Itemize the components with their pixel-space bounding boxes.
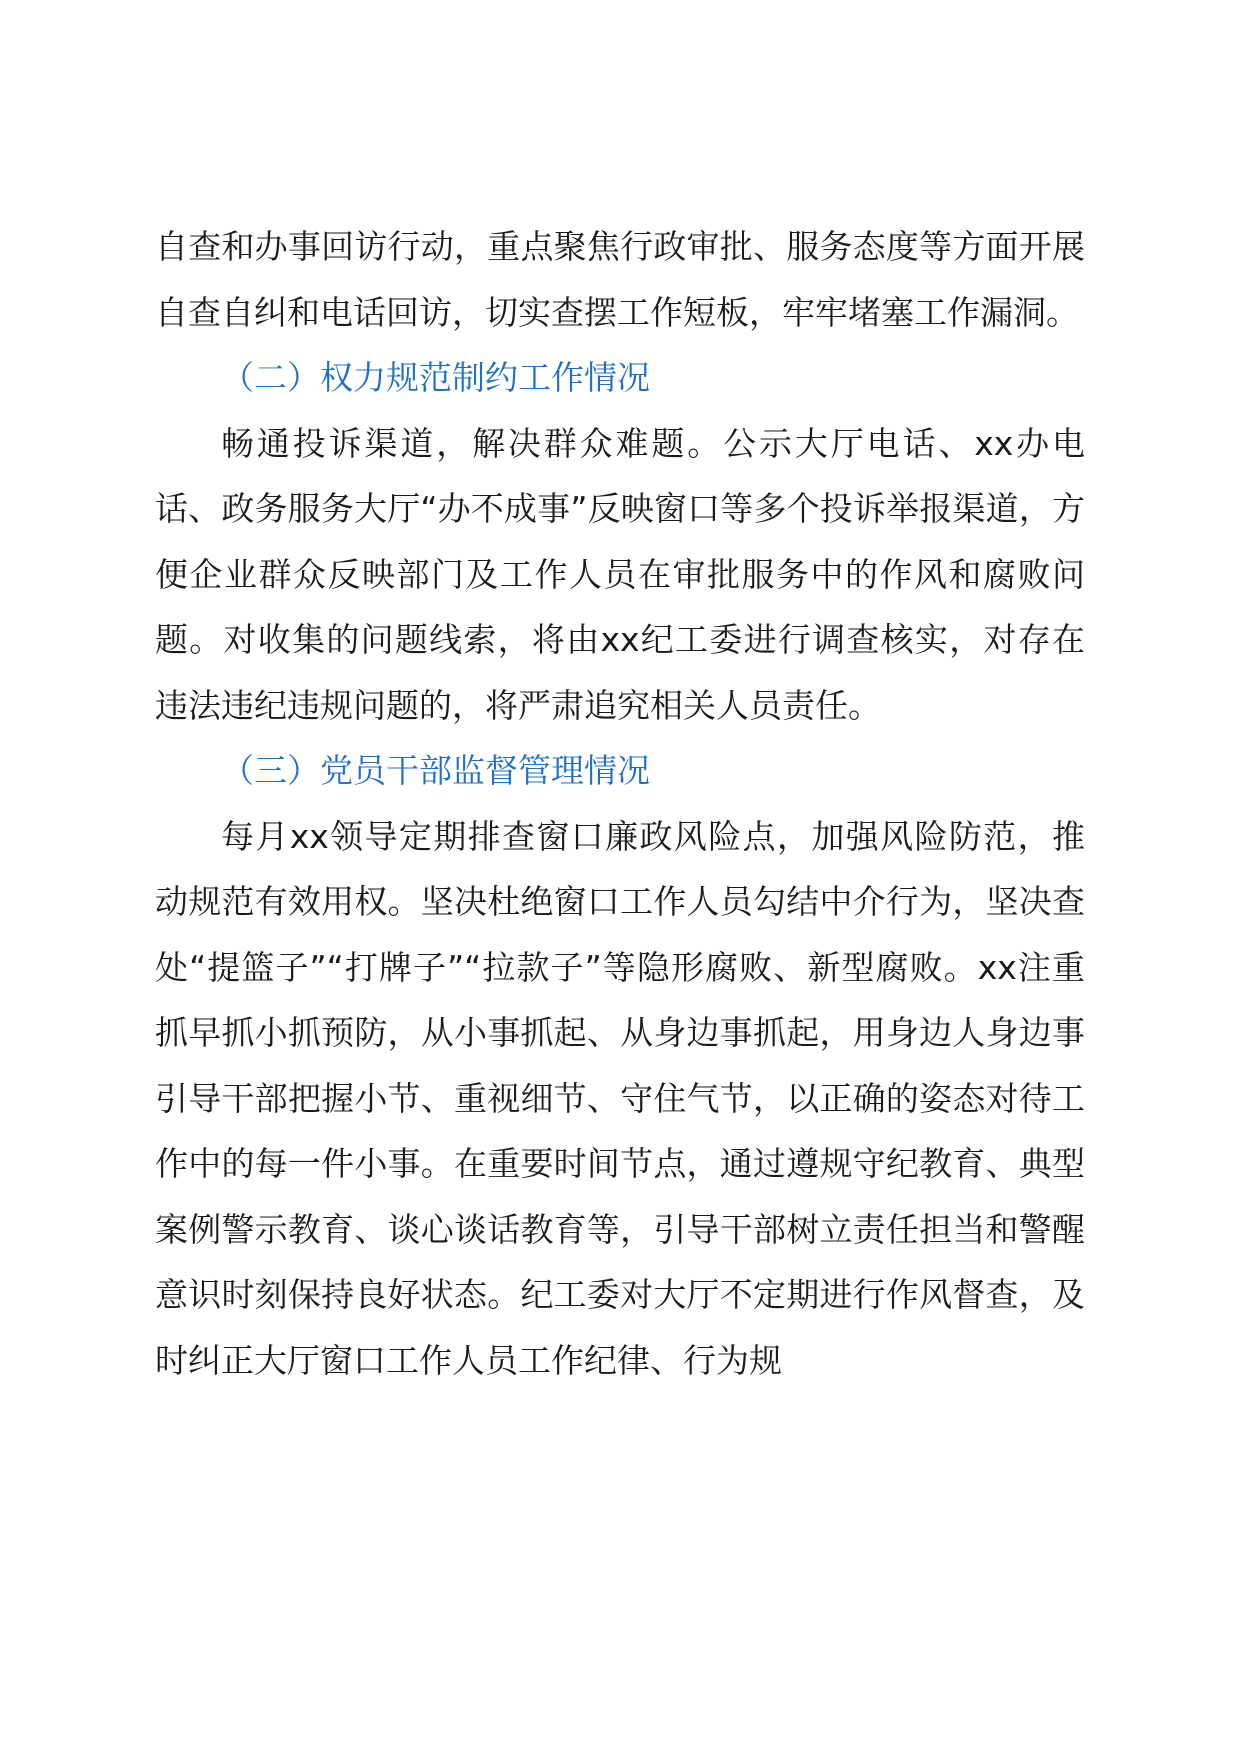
section-heading-cadre-supervision: （三）党员干部监督管理情况 bbox=[221, 751, 650, 790]
section-heading-power-regulation: （二）权力规范制约工作情况 bbox=[221, 358, 650, 397]
document-body bbox=[155, 214, 1085, 1393]
paragraph-risk-inspection: 每月xx领导定期排查窗口廉政风险点，加强风险防范，推动规范有效用权。坚决杜绝窗口工作人员勾结中介行为，坚决查处“提篮子”“打牌子”“拉款子”等隐形腐败、新型腐败。xx注重抓早抓小抓预防，从小事抓起、从身边事抓起，用身边人身边事引导干部把握小节、重视细节、守住气节，以正确的姿态对待工作中的每一件小事。在重要时间节点，通过遵规守纪教育、典型案例警示教育、谈心谈话教育等，引导干部树立责任担当和警醒意识时刻保持良好状态。纪工委对大厅不定期进行作风督查，及时纠正大厅窗口工作人员工作纪律、行为规 bbox=[155, 816, 1085, 1380]
paragraph-continuation: 自查和办事回访行动，重点聚焦行政审批、服务态度等方面开展自查自纠和电话回访，切实查摆工作短板，牢牢堵塞工作漏洞。 bbox=[155, 227, 1085, 332]
paragraph-complaint-channels: 畅通投诉渠道，解决群众难题。公示大厅电话、xx办电话、政务服务大厅“办不成事”反映窗口等多个投诉举报渠道，方便企业群众反映部门及工作人员在审批服务中的作风和腐败问题。对收集的问题线索，将由xx纪工委进行调查核实，对存在违法违纪违规问题的，将严肃追究相关人员责任。 bbox=[155, 423, 1085, 725]
